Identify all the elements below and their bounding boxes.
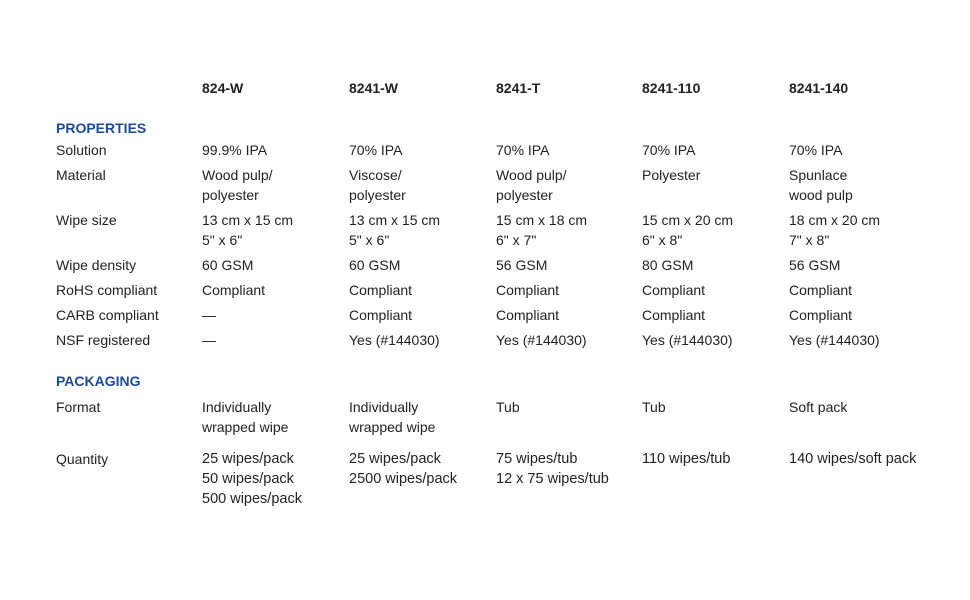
table-cell	[202, 165, 349, 205]
cell-line: —	[202, 332, 216, 348]
cell-line: 70% IPA	[789, 142, 843, 158]
table-cell	[202, 305, 349, 325]
cell-line: 500 wipes/pack	[202, 491, 302, 507]
product-name-824-w: 824-W	[202, 80, 244, 96]
cell-line: 110 wipes/tub	[642, 451, 731, 467]
table-cell	[496, 210, 642, 250]
cell-line: 75 wipes/tub	[496, 451, 578, 467]
table-cell	[349, 210, 496, 250]
cell-line: 60 GSM	[202, 257, 254, 273]
section-heading-packaging: PACKAGING	[56, 373, 141, 389]
cell-line: Yes (#144030)	[349, 332, 440, 348]
table-row	[56, 449, 936, 509]
cell-line: Wood pulp/	[202, 167, 273, 183]
cell-line: 12 x 75 wipes/tub	[496, 471, 609, 487]
table-cell	[349, 330, 496, 350]
cell-line: Compliant	[642, 307, 706, 323]
table-cell	[789, 165, 936, 205]
table-cell	[642, 255, 789, 275]
cell-line: 56 GSM	[789, 257, 841, 273]
table-cell	[349, 397, 496, 437]
cell-line: wood pulp	[789, 187, 853, 203]
product-header-row	[56, 78, 936, 98]
product-name-8241-110: 8241-110	[642, 80, 701, 96]
table-row	[56, 165, 936, 205]
table-cell	[496, 280, 642, 300]
table-cell	[349, 165, 496, 205]
cell-line: 15 cm x 20 cm	[642, 212, 734, 228]
row-label-nsf-registered: NSF registered	[56, 332, 151, 348]
cell-line: 5" x 6"	[202, 232, 243, 248]
row-label-rohs-compliant: RoHS compliant	[56, 282, 158, 298]
section-heading-row	[56, 118, 936, 138]
cell-line: 15 cm x 18 cm	[496, 212, 588, 228]
table-cell	[642, 210, 789, 250]
cell-line: Tub	[642, 399, 666, 415]
table-cell	[789, 397, 936, 437]
cell-line: Spunlace	[789, 167, 848, 183]
table-cell	[789, 210, 936, 250]
product-comparison-table	[56, 78, 936, 509]
table-cell	[642, 449, 789, 509]
cell-line: 56 GSM	[496, 257, 548, 273]
table-row	[56, 305, 936, 325]
table-cell	[202, 255, 349, 275]
cell-line: 70% IPA	[642, 142, 696, 158]
table-cell	[789, 305, 936, 325]
cell-line: polyester	[496, 187, 553, 203]
table-cell	[789, 280, 936, 300]
cell-line: Wood pulp/	[496, 167, 567, 183]
cell-line: 80 GSM	[642, 257, 694, 273]
table-cell	[642, 305, 789, 325]
table-row	[56, 280, 936, 300]
cell-line: Compliant	[496, 282, 560, 298]
table-cell	[496, 330, 642, 350]
table-cell	[496, 165, 642, 205]
table-cell	[789, 255, 936, 275]
table-cell	[496, 397, 642, 437]
row-label-wipe-density: Wipe density	[56, 257, 137, 273]
table-row	[56, 397, 936, 437]
cell-line: Compliant	[202, 282, 266, 298]
row-label-material: Material	[56, 167, 106, 183]
cell-line: 99.9% IPA	[202, 142, 268, 158]
product-name-8241-w: 8241-W	[349, 80, 399, 96]
table-cell	[349, 280, 496, 300]
header-spacer	[56, 78, 202, 98]
cell-line: Yes (#144030)	[496, 332, 587, 348]
table-cell	[349, 140, 496, 160]
cell-line: 5" x 6"	[349, 232, 390, 248]
row-label-wipe-size: Wipe size	[56, 212, 117, 228]
section-heading-properties: PROPERTIES	[56, 120, 147, 136]
cell-line: 60 GSM	[349, 257, 401, 273]
cell-line: 13 cm x 15 cm	[349, 212, 441, 228]
cell-line: Viscose/	[349, 167, 402, 183]
row-label-format: Format	[56, 399, 101, 415]
product-name-8241-140: 8241-140	[789, 80, 849, 96]
cell-line: polyester	[202, 187, 259, 203]
cell-line: Tub	[496, 399, 520, 415]
table-cell	[642, 330, 789, 350]
table-cell	[642, 165, 789, 205]
table-cell	[789, 449, 936, 509]
table-cell	[496, 449, 642, 509]
cell-line: Polyester	[642, 167, 701, 183]
table-row	[56, 210, 936, 250]
cell-line: 13 cm x 15 cm	[202, 212, 294, 228]
cell-line: 25 wipes/pack	[202, 451, 294, 467]
row-label-carb-compliant: CARB compliant	[56, 307, 159, 323]
cell-line: 70% IPA	[349, 142, 403, 158]
table-cell	[496, 140, 642, 160]
cell-line: —	[202, 307, 216, 323]
table-cell	[202, 280, 349, 300]
table-cell	[642, 397, 789, 437]
cell-line: Individually	[349, 399, 419, 415]
cell-line: 6" x 8"	[642, 232, 683, 248]
cell-line: 2500 wipes/pack	[349, 471, 458, 487]
cell-line: 25 wipes/pack	[349, 451, 441, 467]
cell-line: 18 cm x 20 cm	[789, 212, 881, 228]
product-name-8241-t: 8241-T	[496, 80, 541, 96]
cell-line: 50 wipes/pack	[202, 471, 294, 487]
table-cell	[789, 330, 936, 350]
row-label-quantity: Quantity	[56, 451, 109, 467]
table-cell	[496, 305, 642, 325]
cell-line: 6" x 7"	[496, 232, 537, 248]
table-cell	[202, 397, 349, 437]
cell-line: wrapped wipe	[202, 419, 289, 435]
table-cell	[202, 140, 349, 160]
table-cell	[642, 140, 789, 160]
cell-line: Soft pack	[789, 399, 848, 415]
cell-line: Yes (#144030)	[789, 332, 880, 348]
table-cell	[349, 305, 496, 325]
table-row	[56, 140, 936, 160]
table-cell	[349, 255, 496, 275]
table-cell	[789, 140, 936, 160]
cell-line: Compliant	[642, 282, 706, 298]
cell-line: Compliant	[789, 307, 853, 323]
table-cell	[349, 449, 496, 509]
cell-line: Compliant	[349, 282, 413, 298]
cell-line: polyester	[349, 187, 406, 203]
cell-line: 7" x 8"	[789, 232, 830, 248]
table-cell	[202, 330, 349, 350]
cell-line: wrapped wipe	[349, 419, 436, 435]
row-label-solution: Solution	[56, 142, 107, 158]
cell-line: Compliant	[496, 307, 560, 323]
table-row	[56, 255, 936, 275]
table-cell	[202, 210, 349, 250]
cell-line: Yes (#144030)	[642, 332, 733, 348]
section-heading-row	[56, 371, 936, 391]
table-cell	[202, 449, 349, 509]
cell-line: Compliant	[789, 282, 853, 298]
cell-line: Compliant	[349, 307, 413, 323]
table-cell	[642, 280, 789, 300]
cell-line: 70% IPA	[496, 142, 550, 158]
table-cell	[496, 255, 642, 275]
cell-line: 140 wipes/soft pack	[789, 451, 917, 467]
table-row	[56, 330, 936, 350]
cell-line: Individually	[202, 399, 272, 415]
